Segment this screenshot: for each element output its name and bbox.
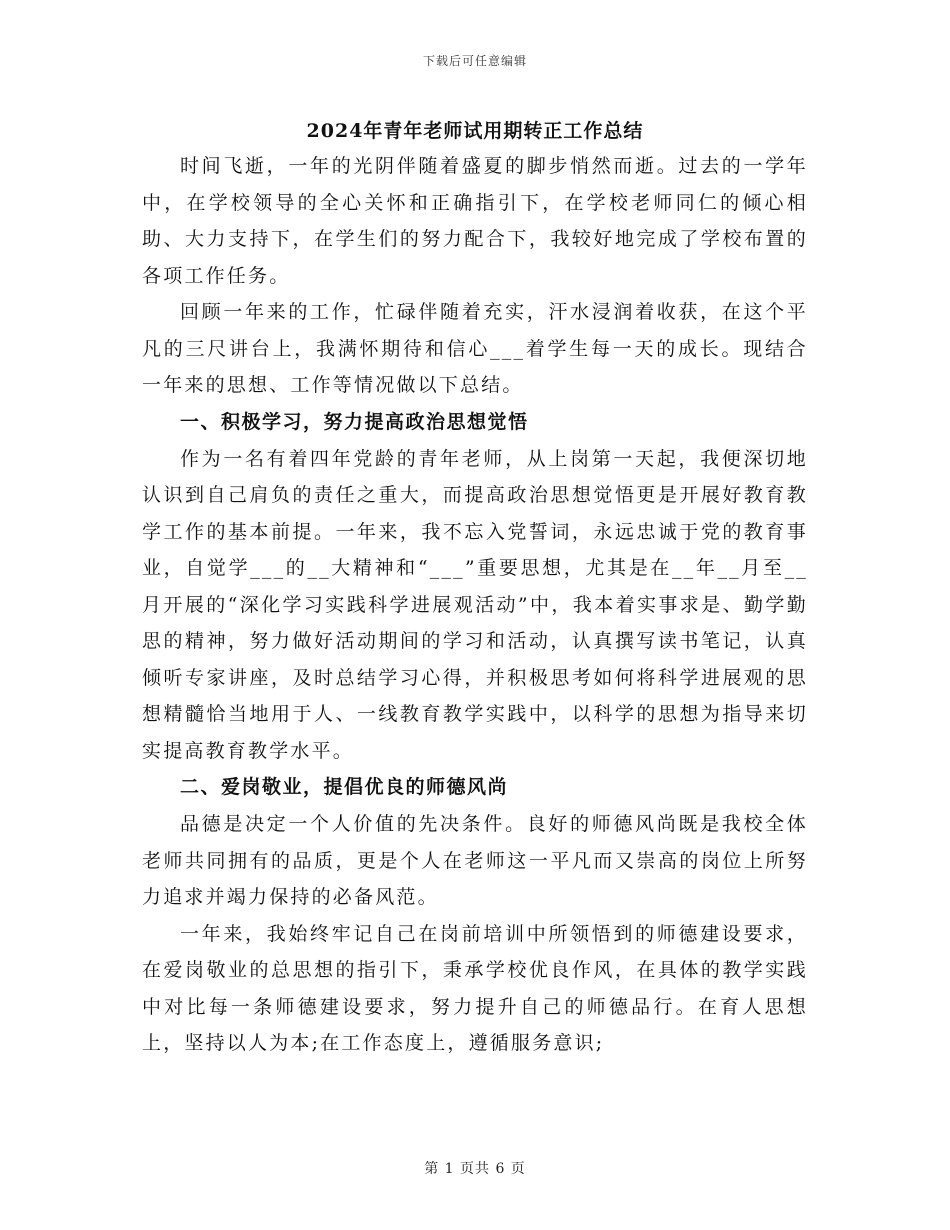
paragraph-ethics-practice: 一年来，我始终牢记自己在岗前培训中所领悟到的师德建设要求，在爱岗敬业的总思想的指引下，秉承学校优良作风，在具体的教学实践中对比每一条师德建设要求，努力提升自己的师德品行。在育人思想上，坚持以人为本;在工作态度上，遵循服务意识;	[142, 922, 808, 1054]
paragraph-review: 回顾一年来的工作，忙碌伴随着充实，汗水浸润着收获，在这个平凡的三尺讲台上，我满怀期待和信心___着学生每一天的成长。现结合一年来的思想、工作等情况做以下总结。	[142, 301, 808, 396]
document-body	[142, 148, 808, 1062]
page-number-footer: 第 1 页共 6 页	[424, 1161, 526, 1177]
paragraph-political-study: 作为一名有着四年党龄的青年老师，从上岗第一天起，我便深切地认识到自己肩负的责任之重大，而提高政治思想觉悟更是开展好教育教学工作的基本前提。一年来，我不忘入党誓词，永远忠诚于党的教育事业，自觉学___的__大精神和“___”重要思想，尤其是在__年__月至__月开展的“深化学习实践科学进展观活动”中，我本着实事求是、勤学勤思的精神，努力做好活动期间的学习和活动，认真撰写读书笔记，认真倾听专家讲座，及时总结学习心得，并积极思考如何将科学进展观的思想精髓恰当地用于人、一线教育教学实践中，以科学的思想为指导来切实提高教育教学水平。	[142, 447, 808, 762]
section-heading-1: 一、积极学习，努力提高政治思想觉悟	[180, 410, 529, 433]
paragraph-ethics: 品德是决定一个人价值的先决条件。良好的师德风尚既是我校全体老师共同拥有的品质，更是个人在老师这一平凡而又崇高的岗位上所努力追求并竭力保持的必备风范。	[142, 813, 808, 908]
paragraph-intro: 时间飞逝，一年的光阴伴随着盛夏的脚步悄然而逝。过去的一学年中，在学校领导的全心关怀和正确指引下，在学校老师同仁的倾心相助、大力支持下，在学生们的努力配合下，我较好地完成了学校布置的各项工作任务。	[142, 155, 808, 287]
section-heading-2: 二、爱岗敬业，提倡优良的师德风尚	[180, 776, 509, 798]
page-header-note: 下载后可任意编辑	[422, 54, 527, 68]
document-title: 2024年青年老师试用期转正工作总结	[306, 120, 644, 142]
